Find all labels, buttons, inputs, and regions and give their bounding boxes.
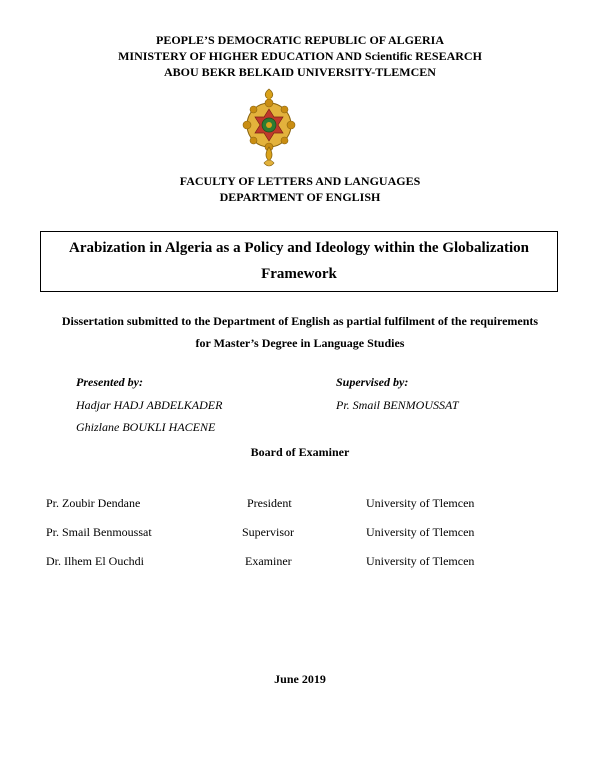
dissertation-title bbox=[40, 231, 558, 292]
university-emblem-icon bbox=[240, 87, 298, 171]
title-line-1: Arabization in Algeria as a Policy and Ideology within the Globalization bbox=[68, 240, 530, 256]
department-line: DEPARTMENT OF ENGLISH bbox=[219, 190, 381, 204]
examiner-role: Examiner bbox=[245, 554, 292, 568]
examiner-institution: University of Tlemcen bbox=[366, 496, 475, 510]
examiner-name: Pr. Zoubir Dendane bbox=[46, 496, 141, 510]
author-name: Ghizlane BOUKLI HACENE bbox=[76, 420, 216, 434]
supervisor-name: Pr. Smail BENMOUSSAT bbox=[336, 398, 459, 412]
country-line: PEOPLE’S DEMOCRATIC REPUBLIC OF ALGERIA bbox=[155, 33, 445, 47]
university-line: ABOU BEKR BELKAID UNIVERSITY-TLEMCEN bbox=[164, 65, 436, 79]
examiner-institution: University of Tlemcen bbox=[366, 525, 475, 539]
examiner-institution: University of Tlemcen bbox=[366, 554, 475, 568]
dissertation-statement-2: for Master’s Degree in Language Studies bbox=[195, 336, 405, 350]
examiner-name: Pr. Smail Benmoussat bbox=[46, 525, 152, 539]
supervised-by-label: Supervised by: bbox=[336, 375, 409, 389]
examiner-role: Supervisor bbox=[242, 525, 294, 539]
examiner-name: Dr. Ilhem El Ouchdi bbox=[46, 554, 144, 568]
author-name: Hadjar HADJ ABDELKADER bbox=[76, 398, 223, 412]
presented-by-label: Presented by: bbox=[76, 375, 143, 389]
dissertation-statement-1: Dissertation submitted to the Department of English as partial fulfilment of the requirements bbox=[61, 314, 539, 328]
faculty-line: FACULTY OF LETTERS AND LANGUAGES bbox=[179, 174, 421, 188]
examiner-role: President bbox=[247, 496, 292, 510]
submission-date: June 2019 bbox=[274, 672, 326, 686]
ministry-line: MINISTERY OF HIGHER EDUCATION AND Scientific RESEARCH bbox=[118, 49, 482, 63]
title-line-2: Framework bbox=[261, 266, 337, 282]
board-heading: Board of Examiner bbox=[250, 445, 350, 459]
